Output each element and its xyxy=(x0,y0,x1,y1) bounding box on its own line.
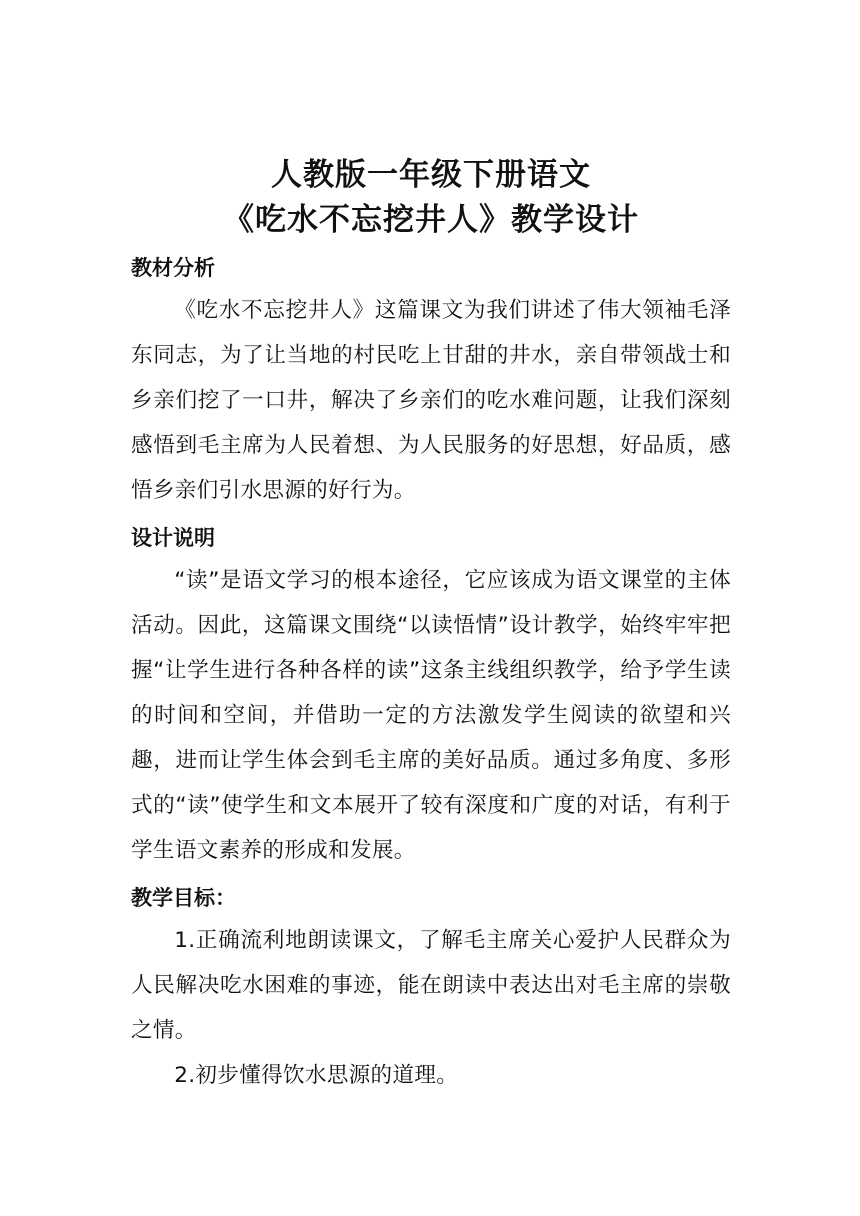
paragraph-design-notes: “读”是语文学习的根本途径，它应该成为语文课堂的主体活动。因此，这篇课文围绕“以读悟情”设计教学，始终牢牢把握“让学生进行各种各样的读”这条主线组织教学，给予学生读的时间和空间，并借助一定的方法激发学生阅读的欲望和兴趣，进而让学生体会到毛主席的美好品质。通过多角度、多形式的“读”使学生和文本展开了较有深度和广度的对话，有利于学生语文素养的形成和发展。 xyxy=(131,568,731,863)
document-title-line-2: 《吃水不忘挖井人》教学设计 xyxy=(223,202,639,238)
document-content xyxy=(131,153,731,1098)
section-heading-textbook-analysis: 教材分析 xyxy=(131,256,215,280)
document-title-line-1: 人教版一年级下册语文 xyxy=(271,157,591,193)
paragraph-textbook-analysis: 《吃水不忘挖井人》这篇课文为我们讲述了伟大领袖毛泽东同志，为了让当地的村民吃上甘甜的井水，亲自带领战士和乡亲们挖了一口井，解决了乡亲们的吃水难问题，让我们深刻感悟到毛主席为人民着想、为人民服务的好思想，好品质，感悟乡亲们引水思源的好行为。 xyxy=(131,298,731,503)
paragraph-teaching-goal-1: 1.正确流利地朗读课文，了解毛主席关心爱护人民群众为人民解决吃水困难的事迹，能在朗读中表达出对毛主席的崇敬之情。 xyxy=(131,928,731,1043)
section-heading-design-notes: 设计说明 xyxy=(131,526,215,550)
paragraph-teaching-goal-2: 2.初步懂得饮水思源的道理。 xyxy=(174,1063,459,1088)
section-heading-teaching-goals: 教学目标： xyxy=(131,886,236,910)
